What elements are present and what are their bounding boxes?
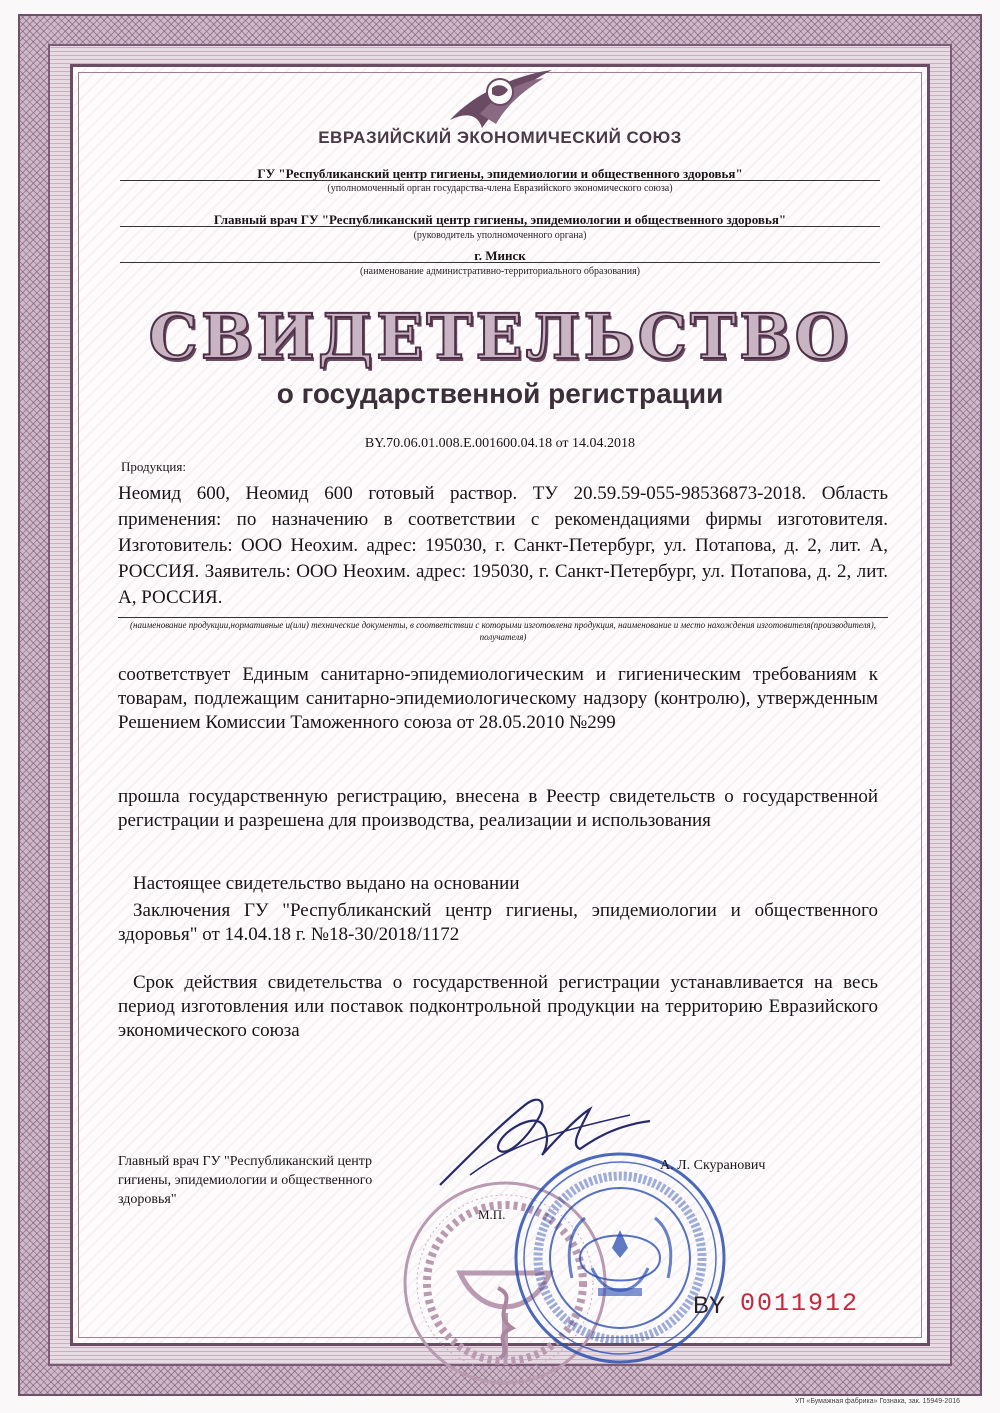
head-value: Главный врач ГУ "Республиканский центр гигиены, эпидемиологии и общественного здоровья"	[213, 212, 787, 227]
handwritten-signature	[430, 1085, 660, 1195]
registration-number: BY.70.06.01.008.E.001600.04.18 от 14.04.2018	[364, 436, 636, 451]
serial-number: 0011912	[740, 1289, 860, 1318]
validity-paragraph: Срок действия свидетельства о государственной регистрации устанавливается на весь период изготовления или поставок подконтрольной продукции на территорию Евразийского экономического союза	[118, 972, 878, 1041]
signatory-name: А. Л. Скуранович	[660, 1158, 766, 1173]
serial-prefix: BY	[693, 1292, 726, 1319]
authority-caption: (уполномоченный орган государства-члена Евразийского экономического союза)	[327, 183, 673, 194]
certificate-subtitle: о государственной регистрации	[276, 378, 724, 409]
product-line	[118, 617, 888, 618]
basis-paragraph: Заключения ГУ "Республиканский центр гигиены, эпидемиологии и общественного здоровья" от 14.04.18 г. №18-30/2018/1172	[118, 900, 878, 945]
eaeu-emblem-icon	[440, 62, 560, 134]
product-description: Неомид 600, Неомид 600 готовый раствор. ТУ 20.59.59-055-98536873-2018. Область применения: по назначению в соответствии с рекомендациями фирмы изготовителя. Изготовитель: ООО Неохим. адрес: 195030, г. Санкт-Петербург, ул. Потапова, д. 2, лит. А, РОССИЯ. Заявитель: ООО Неохим. адрес: 195030, г. Санкт-Петербург, ул. Потапова, д. 2, лит. А, РОССИЯ.	[118, 483, 888, 608]
product-caption: (наименование продукции,нормативные и(или) технические документы, в соответствии с которыми изготовлена продукция, наименование и место нахождения изготовителя(производителя), получателя)	[130, 620, 876, 642]
basis-heading: Настоящее свидетельство выдано на основании	[133, 873, 520, 894]
compliance-paragraph: соответствует Единым санитарно-эпидемиологическим и гигиеническим требованиям к товарам, подлежащим санитарно-эпидемиологическому надзору (контролю), утвержденным Решением Комиссии Таможенного союза от 28.05.2010 №299	[118, 664, 878, 733]
registration-paragraph: прошла государственную регистрацию, внесена в Реестр свидетельств о государственной регистрации и разрешена для производства, реализации и использования	[118, 786, 878, 831]
authority-value: ГУ "Республиканский центр гигиены, эпидемиологии и общественного здоровья"	[257, 166, 743, 181]
certificate-title: СВИДЕТЕЛЬСТВО	[148, 300, 852, 373]
printer-note: УП «Бумажная фабрика» Гознака, зак. 15949-2016	[795, 1398, 960, 1405]
product-label: Продукция:	[121, 459, 186, 474]
union-title: ЕВРАЗИЙСКИЙ ЭКОНОМИЧЕСКИЙ СОЮЗ	[318, 128, 682, 147]
locality-value: г. Минск	[474, 248, 526, 263]
signatory-position: Главный врач ГУ "Республиканский центр гигиены, эпидемиологии и общественного здоровья"	[118, 1154, 373, 1207]
head-caption: (руководитель уполномоченного органа)	[413, 230, 587, 241]
locality-caption: (наименование административно-территориального образования)	[359, 266, 640, 277]
seal-label: М.П.	[478, 1207, 506, 1222]
